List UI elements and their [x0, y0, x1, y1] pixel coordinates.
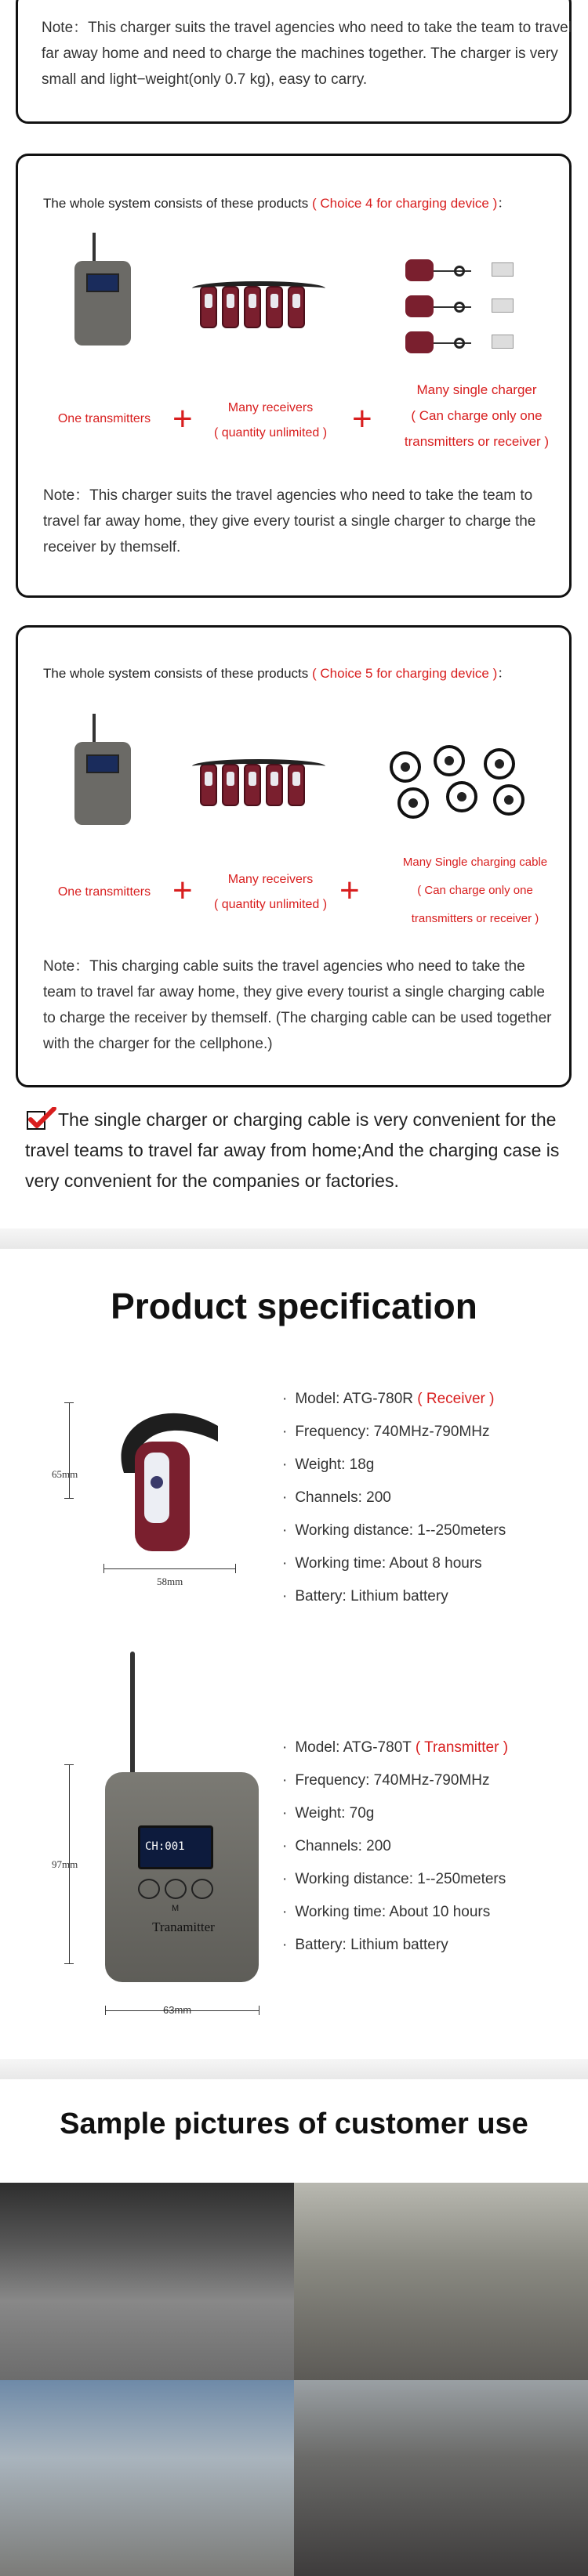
choice5-receivers-label-1: Many receivers [227, 873, 314, 886]
choice4-intro-text: The whole system consists of these products [43, 196, 309, 211]
transmitter-time: · Working time: About 10 hours [282, 1896, 508, 1929]
section-divider-2 [0, 2059, 588, 2079]
choice4-intro-suffix: ： [497, 196, 511, 211]
transmitter-button-middle [165, 1879, 187, 1899]
receiver-channels: · Channels: 200 [282, 1482, 506, 1514]
choice5-note: Note：This charging cable suits the travel agencies who need to take the team to travel far away home, they give every tourist a single charging cable to charge the receiver by themself. (The charging cable can be used together with the charger for the cellphone.) [43, 958, 552, 1052]
receiver-model [282, 1383, 506, 1416]
transmitter-spec-list [282, 1731, 508, 1962]
choice4-transmitters-label: One transmitters [57, 412, 151, 425]
choice4-intro-highlight: ( Choice 4 for charging device ) [312, 196, 498, 211]
samples-title: Sample pictures of customer use [60, 2107, 528, 2140]
transmitter-button-left [138, 1879, 160, 1899]
choice4-box [16, 154, 572, 598]
spec-title: Product specification [111, 1286, 477, 1326]
choice4-charger-label-1: Many single charger [416, 382, 537, 397]
receiver-spec-list [282, 1383, 506, 1613]
transmitter-button-right [191, 1879, 213, 1899]
choice5-plus-2: + [339, 871, 360, 910]
summary-text: The single charger or charging cable is very convenient for the travel teams to travel far away from home;And the charging case is very convenient for the companies or factories. [25, 1109, 560, 1191]
choice4-note: Note：This charger suits the travel agencies who need to take the team to travel far away home, they give every tourist a single charger to charge the receiver by themself. [43, 487, 536, 555]
transmitter-weight: · Weight: 70g [282, 1797, 508, 1830]
receiver-weight: · Weight: 18g [282, 1449, 506, 1482]
choice4-receivers-label-2: ( quantity unlimited ) [213, 426, 328, 440]
receiver-model-type: ( Receiver ) [417, 1391, 495, 1407]
choice4-intro [43, 192, 510, 212]
summary-row [25, 1105, 574, 1196]
choice4-charger-label-3: transmitters or receiver ) [404, 434, 550, 449]
choice5-intro-suffix: ： [497, 666, 511, 681]
choice4-receivers-label-1: Many receivers [227, 401, 314, 414]
transmitter-battery: · Battery: Lithium battery [282, 1929, 508, 1962]
section-divider [0, 1228, 588, 1249]
receiver-time: · Working time: About 8 hours [282, 1547, 506, 1580]
sample-photo-4 [294, 2380, 588, 2576]
transmitter-channels: · Channels: 200 [282, 1830, 508, 1863]
transmitter-model-text: Model: ATG-780T [295, 1739, 412, 1756]
choice5-intro-text: The whole system consists of these products [43, 666, 309, 681]
choice5-receivers-label-2: ( quantity unlimited ) [213, 898, 328, 911]
transmitter-button-label: M [172, 1904, 180, 1913]
receiver-distance: · Working distance: 1--250meters [282, 1514, 506, 1547]
choice5-receivers-label [200, 867, 341, 917]
choice5-plus-1: + [172, 871, 193, 910]
choice5-cable-label [377, 848, 573, 933]
transmitter-frequency: · Frequency: 740MHz-790MHz [282, 1764, 508, 1797]
transmitter-height-label: 97mm [52, 1858, 78, 1870]
choice4-charger-label-2: ( Can charge only one [411, 408, 543, 423]
choice5-intro [43, 662, 510, 682]
receiver-model-text: Model: ATG-780R [295, 1391, 413, 1407]
choice5-cable-label-2: ( Can charge only one [417, 884, 533, 897]
transmitter-distance: · Working distance: 1--250meters [282, 1863, 508, 1896]
checkmark-icon [27, 1107, 56, 1131]
transmitter-model-type: ( Transmitter ) [415, 1739, 509, 1756]
choice4-charger-label [387, 377, 567, 454]
transmitter-width-label: 63mm [163, 2004, 192, 2016]
choice4-plus-1: + [172, 400, 193, 438]
choice5-box [16, 625, 572, 1087]
sample-photo-2 [294, 2183, 588, 2380]
transmitter-screen-text: CH:001 [145, 1840, 185, 1853]
choice5-intro-highlight: ( Choice 5 for charging device ) [312, 666, 498, 681]
choice5-cable-label-3: transmitters or receiver ) [411, 912, 539, 925]
transmitter-screen [138, 1825, 213, 1869]
top-note-text: Note：This charger suits the travel agencies who need to take the team to travel far away home and need to charge the machines together. The charger is very small and light−weight(only 0.7 kg), easy to carry. [42, 20, 572, 88]
receiver-frequency: · Frequency: 740MHz-790MHz [282, 1416, 506, 1449]
sample-photo-1 [0, 2183, 294, 2380]
choice5-cable-label-1: Many Single charging cable [402, 856, 548, 869]
choice4-plus-2: + [352, 400, 372, 438]
sample-photo-3 [0, 2380, 294, 2576]
receiver-height-label: 65mm [52, 1468, 78, 1480]
receiver-battery: · Battery: Lithium battery [282, 1580, 506, 1613]
receiver-headset [100, 1395, 234, 1559]
top-note-box [16, 0, 572, 124]
transmitter-model [282, 1731, 508, 1764]
transmitter-brand: Tranamitter [152, 1919, 215, 1934]
receiver-width-label: 58mm [157, 1576, 183, 1587]
choice5-transmitters-label: One transmitters [57, 885, 151, 899]
choice4-receivers-label [200, 396, 341, 446]
